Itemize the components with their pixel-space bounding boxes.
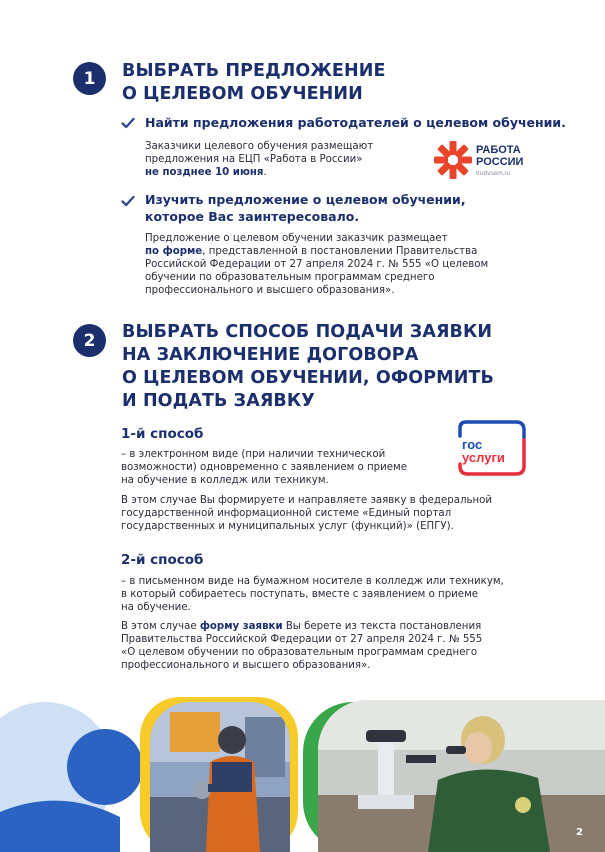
item-1-text-end: . (263, 167, 267, 178)
item-2-text-line4: обучении по образовательным программам среднего (145, 272, 435, 283)
way-2-text2-start: В этом случае (121, 621, 200, 632)
item-2-text-line1: Предложение о целевом обучении заказчик размещает (145, 233, 448, 244)
lab-illustration (318, 700, 605, 852)
way-2-text2-line4: профессионального и высшего образования». (121, 660, 371, 671)
checkmark-icon (121, 195, 135, 207)
item-2-form-bold: по форме (145, 246, 203, 257)
section-2-title-line4: И ПОДАТЬ ЗАЯВКУ (122, 391, 315, 411)
item-1-heading: Найти предложения работодателей о целевом обучении. (145, 115, 566, 130)
rabota-logo-line1: РАБОТА (476, 144, 521, 156)
checkmark-icon (121, 117, 135, 129)
way-1-text2-line3: государственных и муниципальных услуг (функций)» (ЕПГУ). (121, 521, 454, 532)
way-1-text-line2: возможности) одновременно с заявлением о приеме (121, 462, 407, 473)
rabota-logo-text (476, 144, 523, 168)
way-1-text-line3: на обучение в колледж или техникум. (121, 475, 329, 486)
section-1-title (122, 60, 386, 106)
photo-microscope-lab (318, 700, 605, 852)
item-2-heading-line1: Изучить предложение о целевом обучении, (145, 192, 466, 207)
item-2-heading-line2: которое Вас заинтересовало. (145, 209, 360, 224)
step-1-badge: 1 (73, 62, 106, 95)
rabota-logo-url: trudvsem.ru (476, 170, 511, 177)
way-2-text-line2: в который собираетесь поступать, вместе с заявлением о приеме (121, 589, 479, 600)
way-1-text2 (121, 494, 492, 533)
way-2-text-line1: – в письменном виде на бумажном носителе в колледж или техникум, (121, 576, 504, 587)
page-number: 2 (576, 827, 583, 838)
section-2-title (122, 321, 494, 413)
way-2-text2-line1: Вы берете из текста постановления (282, 621, 482, 632)
item-1-text-line2: предложения на ЕЦП «Работа в России» (145, 154, 363, 165)
item-2-text (145, 232, 488, 297)
way-1-text2-line2: государственной информационной системе «Единый портал (121, 508, 452, 519)
photo-welder (150, 702, 290, 852)
gosuslugi-logo-line1: гос (462, 437, 483, 452)
item-2-heading (145, 191, 466, 225)
way-2-form-bold: форму заявки (199, 621, 283, 632)
way-1-text2-line1: В этом случае Вы формируете и направляете заявку в федеральной (121, 495, 492, 506)
rabota-v-rossii-logo (434, 139, 554, 185)
item-1-deadline: не позднее 10 июня (145, 167, 264, 178)
gosuslugi-logo (454, 418, 530, 480)
step-2-badge: 2 (73, 324, 106, 357)
way-1-heading: 1-й способ (121, 426, 204, 442)
item-2-text-line3: Российской Федерации от 27 апреля 2024 г. № 555 «О целевом (145, 259, 489, 270)
section-2-title-line3: О ЦЕЛЕВОМ ОБУЧЕНИИ, ОФОРМИТЬ (122, 368, 494, 388)
way-2-text2-line2: Правительства Российской Федерации от 27 апреля 2024 г. № 555 (121, 634, 483, 645)
way-2-text2-line3: «О целевом обучении по образовательным программам среднего (121, 647, 478, 658)
way-1-text-line1: – в электронном виде (при наличии технической (121, 449, 386, 460)
item-2-text-line5: профессионального и высшего образования». (145, 285, 395, 296)
section-2-title-line1: ВЫБРАТЬ СПОСОБ ПОДАЧИ ЗАЯВКИ (122, 322, 493, 342)
welder-illustration (150, 702, 290, 852)
rabota-logo-line2: РОССИИ (476, 156, 524, 168)
way-2-text-line3: на обучение. (121, 602, 191, 613)
section-2-title-line2: НА ЗАКЛЮЧЕНИЕ ДОГОВОРА (122, 345, 419, 365)
way-1-text (121, 448, 407, 487)
way-2-text (121, 575, 504, 614)
way-2-text2 (121, 620, 482, 672)
section-1-title-line1: ВЫБРАТЬ ПРЕДЛОЖЕНИЕ (122, 61, 386, 81)
section-1-title-line2: О ЦЕЛЕВОМ ОБУЧЕНИИ (122, 84, 363, 104)
way-2-heading: 2-й способ (121, 552, 204, 568)
rabota-star-icon (434, 141, 472, 179)
gosuslugi-logo-line2: услуги (462, 450, 505, 465)
item-1-text-line1: Заказчики целевого обучения размещают (145, 141, 374, 152)
item-1-text (145, 140, 373, 179)
item-2-text-line2: , представленной в постановлении Правительства (202, 246, 478, 257)
